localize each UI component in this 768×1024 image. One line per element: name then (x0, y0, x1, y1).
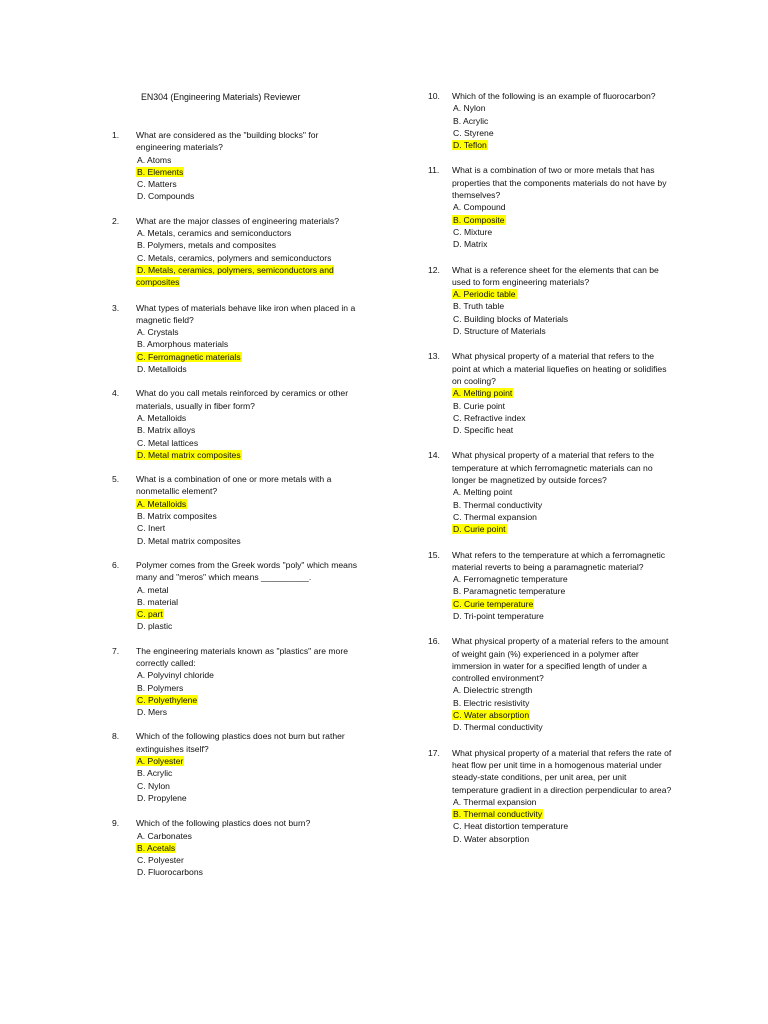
option-label: C. Thermal expansion (453, 511, 537, 522)
answer-option-highlighted (136, 694, 358, 706)
option-label: C. Inert (137, 523, 166, 534)
question-text: What types of materials behave like iron when placed in a magnetic field? (136, 302, 356, 325)
option-label: A. metal (137, 584, 169, 595)
answer-option-highlighted (136, 166, 358, 178)
question-text: What is a combination of two or more metals that has properties that the components materials do not have by themselves? (452, 165, 667, 201)
option-label: A. Atoms (137, 154, 172, 165)
option-label: D. Teflon (453, 140, 487, 151)
question-text: What is a combination of one or more metals with a nonmetallic element? (136, 474, 332, 497)
answer-option-highlighted (452, 523, 674, 535)
question-number: 15. (428, 549, 440, 560)
option-label: A. Ferromagnetic temperature (453, 574, 568, 585)
option-label: D. Mers (137, 707, 168, 718)
option-label: D. Tri-point temperature (453, 610, 544, 621)
answer-option (136, 706, 358, 718)
option-label: A. Thermal expansion (453, 796, 537, 807)
option-label: C. Building blocks of Materials (453, 313, 569, 324)
answer-option (452, 226, 674, 238)
answer-option-highlighted (136, 264, 358, 289)
answer-option-highlighted (136, 842, 358, 854)
option-label: D. Metals, ceramics, polymers, semiconductors and composites (136, 264, 334, 288)
option-label: A. Crystals (137, 327, 179, 338)
option-label: A. Metalloids (137, 498, 187, 509)
option-label: D. Specific heat (453, 425, 514, 436)
option-label: C. Polyester (137, 855, 184, 866)
answer-option (136, 854, 358, 866)
question-16 (428, 635, 758, 733)
question-text: What do you call metals reinforced by ceramics or other materials, usually in fiber form? (136, 388, 349, 411)
answer-option (452, 325, 674, 337)
question-text: What physical property of a material that refers the rate of heat flow per unit time in a homogenous material under steady-state conditions, per unit area, per unit temperature gradient in a direction perpendicular to area? (452, 747, 672, 795)
answer-option (452, 796, 674, 808)
answer-option (136, 620, 358, 632)
answer-option (136, 178, 358, 190)
answer-option (452, 585, 674, 597)
question-number: 8. (112, 731, 120, 742)
answer-option (136, 830, 358, 842)
answer-option (136, 767, 358, 779)
question-text: The engineering materials known as "plastics" are more correctly called: (136, 645, 348, 668)
option-label: D. Metalloids (137, 364, 187, 375)
option-label: B. Polymers, metals and composites (137, 240, 276, 251)
answer-option-highlighted (136, 498, 358, 510)
question-text: Polymer comes from the Greek words "poly" which means many and "meros" which means __________. (136, 559, 358, 583)
question-text: Which of the following plastics does not burn but rather extinguishes itself? (136, 731, 345, 754)
option-label: D. Water absorption (453, 833, 530, 844)
answer-option-highlighted (452, 387, 674, 399)
option-label: B. Matrix alloys (137, 425, 196, 436)
answer-option (136, 252, 358, 264)
option-label: B. Electric resistivity (453, 697, 530, 708)
question-15 (428, 549, 758, 623)
option-label: B. material (137, 596, 179, 607)
question-7 (112, 645, 442, 719)
answer-option-highlighted (452, 214, 674, 226)
answer-option (136, 424, 358, 436)
option-label: C. Mixture (453, 226, 493, 237)
answer-option (136, 792, 358, 804)
question-number: 9. (112, 818, 120, 829)
question-text: Which of the following is an example of fluorocarbon? (452, 91, 656, 101)
question-number: 6. (112, 559, 120, 570)
answer-option (452, 499, 674, 511)
option-label: B. Thermal conductivity (453, 499, 543, 510)
option-label: A. Periodic table (453, 289, 516, 300)
option-label: D. Propylene (137, 792, 187, 803)
question-8 (112, 730, 442, 804)
option-label: A. Melting point (453, 388, 513, 399)
option-label: A. Compound (453, 202, 506, 213)
question-number: 14. (428, 450, 440, 461)
option-label: D. Metal matrix composites (137, 449, 241, 460)
answer-option (136, 522, 358, 534)
answer-option (136, 866, 358, 878)
answer-option (452, 610, 674, 622)
option-label: A. Polyvinyl chloride (137, 670, 214, 681)
question-number: 10. (428, 91, 440, 101)
question-17 (428, 747, 758, 845)
question-number: 4. (112, 388, 120, 399)
answer-option-highlighted (136, 449, 358, 461)
page-title: EN304 (Engineering Materials) Reviewer (141, 92, 301, 102)
option-label: B. Acrylic (137, 768, 173, 779)
question-14 (428, 449, 758, 535)
option-label: A. Carbonates (137, 830, 192, 841)
option-label: B. Matrix composites (137, 511, 217, 522)
question-text: What is a reference sheet for the elements that can be used to form engineering materials? (452, 264, 659, 287)
answer-option (452, 400, 674, 412)
option-label: B. Acetals (137, 842, 176, 853)
question-9 (112, 817, 442, 878)
answer-option-highlighted (452, 288, 674, 300)
answer-option (136, 239, 358, 251)
answer-option (452, 102, 674, 114)
question-text: What are considered as the "building blocks" for engineering materials? (136, 130, 319, 153)
option-label: C. Nylon (137, 780, 170, 791)
option-label: A. Metalloids (137, 412, 187, 423)
answer-option (136, 780, 358, 792)
option-label: D. Matrix (453, 239, 488, 250)
answer-option (452, 424, 674, 436)
answer-option (452, 573, 674, 585)
answer-option (452, 313, 674, 325)
option-label: A. Nylon (453, 103, 486, 114)
answer-option (136, 363, 358, 375)
question-13 (428, 350, 758, 436)
answer-option (452, 127, 674, 139)
option-label: A. Melting point (453, 487, 513, 498)
question-text: What refers to the temperature at which a ferromagnetic material reverts to being a paramagnetic material? (452, 549, 666, 572)
answer-option-highlighted (136, 351, 358, 363)
option-label: B. Acrylic (453, 115, 489, 126)
option-label: B. Truth table (453, 301, 505, 312)
option-label: C. Water absorption (453, 710, 530, 721)
question-4 (112, 387, 442, 461)
question-2 (112, 215, 442, 289)
answer-option-highlighted (452, 709, 674, 721)
answer-option (136, 682, 358, 694)
option-label: C. Ferromagnetic materials (137, 351, 241, 362)
option-label: C. Heat distortion temperature (453, 821, 569, 832)
answer-option (136, 535, 358, 547)
option-label: C. Metal lattices (137, 437, 199, 448)
question-text: What are the major classes of engineering materials? (136, 215, 340, 226)
option-label: B. Amorphous materials (137, 339, 229, 350)
question-number: 5. (112, 474, 120, 485)
option-label: D. Metal matrix composites (137, 535, 241, 546)
option-label: C. Refractive index (453, 412, 526, 423)
question-12 (428, 264, 758, 338)
answer-option-highlighted (136, 608, 358, 620)
option-label: C. Styrene (453, 127, 494, 138)
option-label: B. Polymers (137, 682, 184, 693)
answer-option (136, 584, 358, 596)
left-question-column (112, 129, 442, 879)
option-label: A. Metals, ceramics and semiconductors (137, 228, 292, 239)
answer-option (452, 486, 674, 498)
question-text: What physical property of a material refers to the amount of weight gain (%) experienced in a polymer after immersion in water for a specified length of under a controlled environment? (452, 636, 669, 684)
question-number: 13. (428, 351, 440, 362)
answer-option (452, 238, 674, 250)
answer-option (136, 154, 358, 166)
question-number: 2. (112, 215, 120, 226)
question-5 (112, 473, 442, 547)
option-label: D. plastic (137, 621, 173, 632)
answer-option (136, 596, 358, 608)
answer-option-highlighted (452, 139, 674, 151)
question-number: 12. (428, 264, 440, 275)
question-text: What physical property of a material that refers to the point at which a material liquefies on heating or solidifies on cooling? (452, 351, 667, 386)
answer-option (452, 201, 674, 213)
answer-option-highlighted (452, 598, 674, 610)
option-label: C. Matters (137, 179, 177, 190)
option-label: C. Curie temperature (453, 598, 534, 609)
answer-option (452, 412, 674, 424)
option-label: B. Thermal conductivity (453, 809, 543, 820)
answer-option (136, 510, 358, 522)
question-text: What physical property of a material that refers to the temperature at which ferromagnetic materials can no longer be magnetized by outside forces? (452, 450, 655, 486)
answer-option (136, 412, 358, 424)
option-label: D. Structure of Materials (453, 326, 546, 337)
question-number: 11. (428, 165, 440, 176)
answer-option (452, 300, 674, 312)
question-number: 17. (428, 747, 440, 758)
question-10 (428, 90, 758, 151)
answer-option (452, 115, 674, 127)
question-1 (112, 129, 442, 203)
option-label: B. Curie point (453, 400, 506, 411)
question-11 (428, 164, 758, 250)
question-text: Which of the following plastics does not burn? (136, 818, 311, 829)
answer-option-highlighted (136, 755, 358, 767)
answer-option (136, 669, 358, 681)
option-label: B. Paramagnetic temperature (453, 586, 566, 597)
answer-option (452, 684, 674, 696)
option-label: C. Metals, ceramics, polymers and semiconductors (137, 252, 332, 263)
question-number: 7. (112, 645, 120, 656)
right-question-column (428, 90, 758, 845)
option-label: C. Polyethylene (137, 694, 198, 705)
option-label: D. Curie point (453, 524, 506, 535)
answer-option (136, 437, 358, 449)
option-label: A. Polyester (137, 756, 184, 767)
question-6 (112, 559, 442, 633)
question-3 (112, 302, 442, 376)
option-label: D. Fluorocarbons (137, 867, 203, 878)
answer-option (452, 833, 674, 845)
answer-option (136, 326, 358, 338)
option-label: C. part (137, 609, 163, 620)
option-label: D. Thermal conductivity (453, 722, 543, 733)
option-label: B. Composite (453, 214, 505, 225)
option-label: A. Dielectric strength (453, 685, 533, 696)
answer-option-highlighted (452, 808, 674, 820)
option-label: D. Compounds (137, 191, 195, 202)
answer-option (136, 227, 358, 239)
answer-option (136, 338, 358, 350)
question-number: 16. (428, 636, 440, 647)
answer-option (452, 820, 674, 832)
answer-option (452, 697, 674, 709)
option-label: B. Elements (137, 166, 184, 177)
question-number: 1. (112, 130, 120, 140)
answer-option (452, 511, 674, 523)
answer-option (452, 721, 674, 733)
answer-option (136, 190, 358, 202)
question-number: 3. (112, 302, 120, 313)
